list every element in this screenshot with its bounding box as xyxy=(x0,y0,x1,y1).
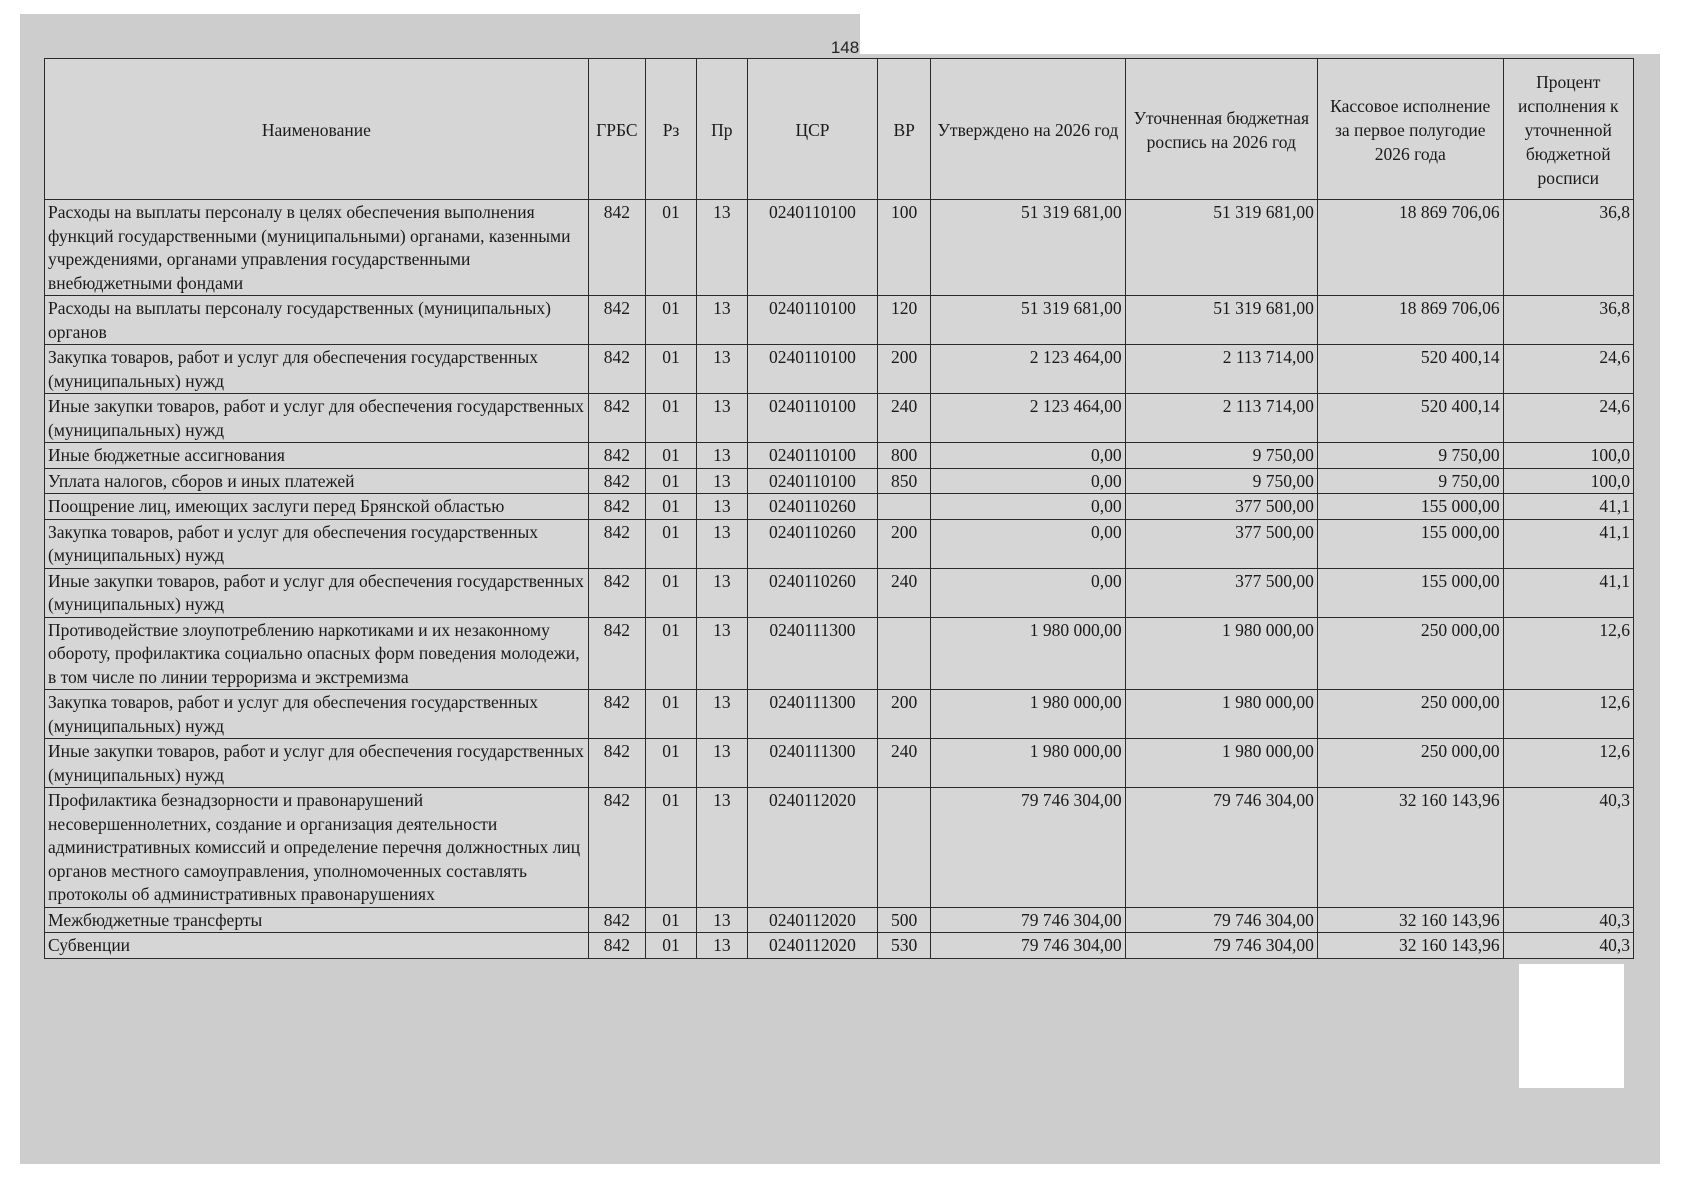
cell-refined: 51 319 681,00 xyxy=(1125,296,1317,345)
cell-pr: 13 xyxy=(696,394,747,443)
cell-grbs: 842 xyxy=(588,519,645,568)
cell-rz: 01 xyxy=(646,907,697,933)
cell-cash: 520 400,14 xyxy=(1317,345,1503,394)
cell-percent: 12,6 xyxy=(1503,739,1633,788)
cell-pr: 13 xyxy=(696,494,747,520)
cell-refined: 9 750,00 xyxy=(1125,443,1317,469)
header-csr: ЦСР xyxy=(747,59,877,200)
cell-name: Иные закупки товаров, работ и услуг для обеспечения государственных (муниципальных) нужд xyxy=(45,394,589,443)
cell-vr: 500 xyxy=(878,907,931,933)
cell-grbs: 842 xyxy=(588,443,645,469)
cell-csr: 0240111300 xyxy=(747,690,877,739)
cell-approved: 79 746 304,00 xyxy=(931,788,1125,908)
cell-cash: 9 750,00 xyxy=(1317,443,1503,469)
cell-approved: 51 319 681,00 xyxy=(931,296,1125,345)
cell-vr xyxy=(878,494,931,520)
cell-approved: 0,00 xyxy=(931,494,1125,520)
cell-vr: 850 xyxy=(878,468,931,494)
header-rz: Рз xyxy=(646,59,697,200)
cell-grbs: 842 xyxy=(588,345,645,394)
cell-vr xyxy=(878,617,931,690)
cell-percent: 41,1 xyxy=(1503,568,1633,617)
cell-vr: 240 xyxy=(878,394,931,443)
cell-pr: 13 xyxy=(696,200,747,296)
cell-grbs: 842 xyxy=(588,933,645,959)
table-row xyxy=(45,345,1634,394)
cell-refined: 51 319 681,00 xyxy=(1125,200,1317,296)
table-row xyxy=(45,907,1634,933)
header-grbs: ГРБС xyxy=(588,59,645,200)
cell-csr: 0240110260 xyxy=(747,568,877,617)
cell-csr: 0240112020 xyxy=(747,933,877,959)
cell-approved: 2 123 464,00 xyxy=(931,394,1125,443)
cell-rz: 01 xyxy=(646,345,697,394)
table-row xyxy=(45,519,1634,568)
cell-grbs: 842 xyxy=(588,739,645,788)
cell-cash: 9 750,00 xyxy=(1317,468,1503,494)
cell-refined: 2 113 714,00 xyxy=(1125,345,1317,394)
cell-name: Поощрение лиц, имеющих заслуги перед Брянской областью xyxy=(45,494,589,520)
cell-pr: 13 xyxy=(696,345,747,394)
cell-percent: 36,8 xyxy=(1503,200,1633,296)
cell-grbs: 842 xyxy=(588,200,645,296)
table-row xyxy=(45,468,1634,494)
cell-rz: 01 xyxy=(646,690,697,739)
cell-cash: 155 000,00 xyxy=(1317,494,1503,520)
cell-refined: 79 746 304,00 xyxy=(1125,933,1317,959)
cell-percent: 40,3 xyxy=(1503,907,1633,933)
header-percent: Процент исполнения к уточненной бюджетной росписи xyxy=(1503,59,1633,200)
header-refined: Уточненная бюджетная роспись на 2026 год xyxy=(1125,59,1317,200)
table-row xyxy=(45,494,1634,520)
cell-name: Закупка товаров, работ и услуг для обеспечения государственных (муниципальных) нужд xyxy=(45,690,589,739)
cell-grbs: 842 xyxy=(588,468,645,494)
cell-approved: 1 980 000,00 xyxy=(931,739,1125,788)
cell-cash: 32 160 143,96 xyxy=(1317,907,1503,933)
cell-name: Противодействие злоупотреблению наркотиками и их незаконному обороту, профилактика социально опасных форм поведения молодежи, в том числе по линии терроризма и экстремизма xyxy=(45,617,589,690)
cell-csr: 0240110100 xyxy=(747,443,877,469)
cell-name: Расходы на выплаты персоналу в целях обеспечения выполнения функций государственными (муниципальными) органами, казенными учреждениями, органами управления государственными внебюджетными фондами xyxy=(45,200,589,296)
cell-grbs: 842 xyxy=(588,788,645,908)
cell-pr: 13 xyxy=(696,568,747,617)
cell-pr: 13 xyxy=(696,933,747,959)
cell-cash: 32 160 143,96 xyxy=(1317,933,1503,959)
cell-rz: 01 xyxy=(646,788,697,908)
cell-csr: 0240110260 xyxy=(747,494,877,520)
cell-vr: 100 xyxy=(878,200,931,296)
table-row xyxy=(45,690,1634,739)
cell-percent: 100,0 xyxy=(1503,443,1633,469)
cell-csr: 0240110100 xyxy=(747,200,877,296)
cell-approved: 0,00 xyxy=(931,468,1125,494)
cell-csr: 0240111300 xyxy=(747,617,877,690)
cell-csr: 0240110100 xyxy=(747,296,877,345)
table-row xyxy=(45,568,1634,617)
blank-patch xyxy=(1519,964,1624,1088)
header-vr: ВР xyxy=(878,59,931,200)
cell-vr: 200 xyxy=(878,519,931,568)
cell-refined: 1 980 000,00 xyxy=(1125,617,1317,690)
cell-name: Профилактика безнадзорности и правонарушений несовершеннолетних, создание и организация деятельности административных комиссий и определение перечня должностных лиц органов местного самоуправления, уполномоченных составлять протоколы об административных правонарушениях xyxy=(45,788,589,908)
cell-vr: 240 xyxy=(878,568,931,617)
cell-csr: 0240112020 xyxy=(747,788,877,908)
cell-percent: 41,1 xyxy=(1503,494,1633,520)
cell-pr: 13 xyxy=(696,617,747,690)
cell-rz: 01 xyxy=(646,468,697,494)
table-row xyxy=(45,394,1634,443)
cell-percent: 40,3 xyxy=(1503,788,1633,908)
cell-approved: 0,00 xyxy=(931,519,1125,568)
cell-csr: 0240110100 xyxy=(747,394,877,443)
cell-approved: 0,00 xyxy=(931,443,1125,469)
cell-csr: 0240110100 xyxy=(747,345,877,394)
scan-edge-margin xyxy=(860,14,1660,54)
cell-approved: 0,00 xyxy=(931,568,1125,617)
cell-vr: 530 xyxy=(878,933,931,959)
cell-percent: 36,8 xyxy=(1503,296,1633,345)
cell-grbs: 842 xyxy=(588,617,645,690)
cell-csr: 0240112020 xyxy=(747,907,877,933)
cell-pr: 13 xyxy=(696,907,747,933)
cell-rz: 01 xyxy=(646,200,697,296)
cell-pr: 13 xyxy=(696,443,747,469)
cell-pr: 13 xyxy=(696,690,747,739)
cell-name: Закупка товаров, работ и услуг для обеспечения государственных (муниципальных) нужд xyxy=(45,519,589,568)
cell-rz: 01 xyxy=(646,568,697,617)
cell-grbs: 842 xyxy=(588,690,645,739)
cell-percent: 40,3 xyxy=(1503,933,1633,959)
cell-pr: 13 xyxy=(696,739,747,788)
cell-name: Уплата налогов, сборов и иных платежей xyxy=(45,468,589,494)
cell-pr: 13 xyxy=(696,296,747,345)
cell-cash: 18 869 706,06 xyxy=(1317,296,1503,345)
cell-vr: 200 xyxy=(878,690,931,739)
cell-vr: 240 xyxy=(878,739,931,788)
cell-cash: 32 160 143,96 xyxy=(1317,788,1503,908)
cell-approved: 79 746 304,00 xyxy=(931,907,1125,933)
table-row xyxy=(45,617,1634,690)
cell-name: Межбюджетные трансферты xyxy=(45,907,589,933)
cell-vr: 200 xyxy=(878,345,931,394)
table-row xyxy=(45,739,1634,788)
cell-pr: 13 xyxy=(696,519,747,568)
cell-cash: 250 000,00 xyxy=(1317,617,1503,690)
cell-pr: 13 xyxy=(696,788,747,908)
cell-pr: 13 xyxy=(696,468,747,494)
cell-refined: 2 113 714,00 xyxy=(1125,394,1317,443)
table-row xyxy=(45,788,1634,908)
cell-vr xyxy=(878,788,931,908)
cell-rz: 01 xyxy=(646,296,697,345)
page-number: 148 xyxy=(830,38,860,57)
cell-refined: 79 746 304,00 xyxy=(1125,788,1317,908)
cell-rz: 01 xyxy=(646,494,697,520)
cell-percent: 100,0 xyxy=(1503,468,1633,494)
table-row xyxy=(45,200,1634,296)
cell-grbs: 842 xyxy=(588,494,645,520)
cell-name: Иные бюджетные ассигнования xyxy=(45,443,589,469)
header-approved: Утверждено на 2026 год xyxy=(931,59,1125,200)
cell-rz: 01 xyxy=(646,617,697,690)
cell-vr: 800 xyxy=(878,443,931,469)
cell-name: Иные закупки товаров, работ и услуг для обеспечения государственных (муниципальных) нужд xyxy=(45,568,589,617)
cell-name: Иные закупки товаров, работ и услуг для обеспечения государственных (муниципальных) нужд xyxy=(45,739,589,788)
cell-name: Субвенции xyxy=(45,933,589,959)
cell-refined: 1 980 000,00 xyxy=(1125,690,1317,739)
cell-csr: 0240110260 xyxy=(747,519,877,568)
table-header-row xyxy=(45,59,1634,200)
cell-refined: 1 980 000,00 xyxy=(1125,739,1317,788)
cell-refined: 377 500,00 xyxy=(1125,494,1317,520)
cell-csr: 0240110100 xyxy=(747,468,877,494)
cell-rz: 01 xyxy=(646,519,697,568)
header-name: Наименование xyxy=(45,59,589,200)
header-pr: Пр xyxy=(696,59,747,200)
cell-cash: 250 000,00 xyxy=(1317,739,1503,788)
table-row xyxy=(45,933,1634,959)
cell-percent: 12,6 xyxy=(1503,617,1633,690)
cell-rz: 01 xyxy=(646,739,697,788)
cell-percent: 12,6 xyxy=(1503,690,1633,739)
table-row xyxy=(45,296,1634,345)
cell-cash: 155 000,00 xyxy=(1317,519,1503,568)
budget-execution-table xyxy=(44,58,1634,959)
cell-cash: 155 000,00 xyxy=(1317,568,1503,617)
cell-approved: 1 980 000,00 xyxy=(931,690,1125,739)
cell-grbs: 842 xyxy=(588,907,645,933)
table-body xyxy=(45,200,1634,959)
cell-approved: 2 123 464,00 xyxy=(931,345,1125,394)
cell-rz: 01 xyxy=(646,933,697,959)
cell-refined: 79 746 304,00 xyxy=(1125,907,1317,933)
cell-name: Расходы на выплаты персоналу государственных (муниципальных) органов xyxy=(45,296,589,345)
cell-csr: 0240111300 xyxy=(747,739,877,788)
cell-vr: 120 xyxy=(878,296,931,345)
cell-cash: 520 400,14 xyxy=(1317,394,1503,443)
cell-refined: 377 500,00 xyxy=(1125,568,1317,617)
cell-cash: 250 000,00 xyxy=(1317,690,1503,739)
cell-refined: 377 500,00 xyxy=(1125,519,1317,568)
cell-name: Закупка товаров, работ и услуг для обеспечения государственных (муниципальных) нужд xyxy=(45,345,589,394)
cell-cash: 18 869 706,06 xyxy=(1317,200,1503,296)
header-cash: Кассовое исполнение за первое полугодие 2026 года xyxy=(1317,59,1503,200)
cell-percent: 24,6 xyxy=(1503,345,1633,394)
cell-grbs: 842 xyxy=(588,568,645,617)
cell-grbs: 842 xyxy=(588,394,645,443)
cell-refined: 9 750,00 xyxy=(1125,468,1317,494)
cell-grbs: 842 xyxy=(588,296,645,345)
cell-percent: 24,6 xyxy=(1503,394,1633,443)
table-row xyxy=(45,443,1634,469)
cell-approved: 51 319 681,00 xyxy=(931,200,1125,296)
cell-approved: 79 746 304,00 xyxy=(931,933,1125,959)
cell-percent: 41,1 xyxy=(1503,519,1633,568)
cell-rz: 01 xyxy=(646,443,697,469)
cell-rz: 01 xyxy=(646,394,697,443)
cell-approved: 1 980 000,00 xyxy=(931,617,1125,690)
